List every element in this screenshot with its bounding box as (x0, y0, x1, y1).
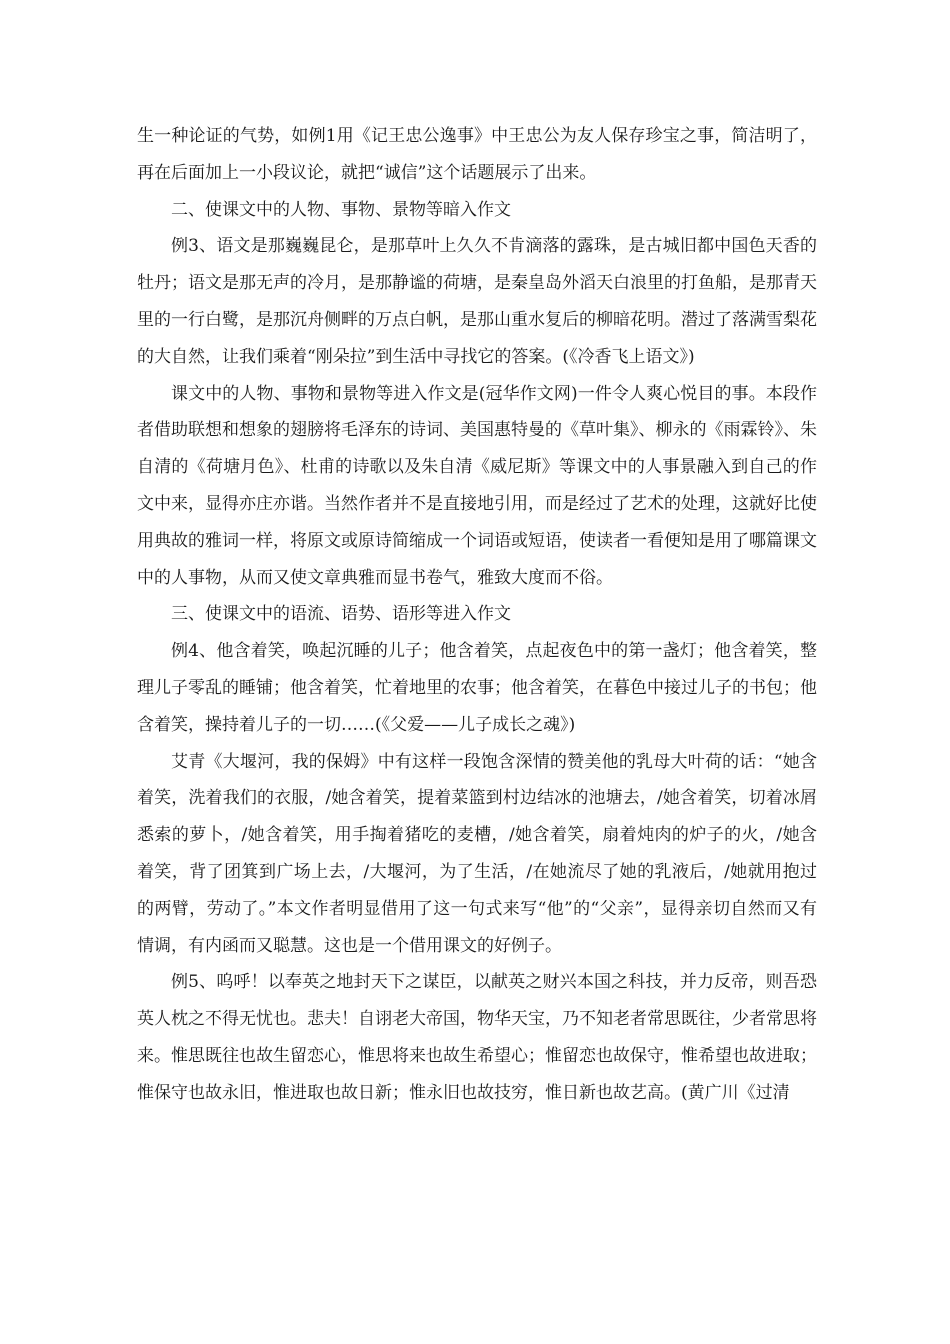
example-3-paragraph: 例3、语文是那巍巍昆仑，是那草叶上久久不肯滴落的露珠，是古城旧都中国色天香的牡丹；语文是那无声的冷月，是那静谧的荷塘，是秦皇岛外滔天白浪里的打鱼船，是那青天里的一行白鹭，是那沉舟侧畔的万点白帆，是那山重水复后的柳暗花明。潜过了落满雪梨花的大自然，让我们乘着“刚朵拉”到生活中寻找它的答案。(《冷香飞上语文》) (137, 236, 817, 367)
commentary-3-paragraph: 课文中的人物、事物和景物等进入作文是(冠华作文网)一件令人爽心悦目的事。本段作者借助联想和想象的翅膀将毛泽东的诗词、美国惠特曼的《草叶集》、柳永的《雨霖铃》、朱自清的《荷塘月色》、杜甫的诗歌以及朱自清《威尼斯》等课文中的人事景融入到自己的作文中来，显得亦庄亦谐。当然作者并不是直接地引用，而是经过了艺术的处理，这就好比使用典故的雅词一样，将原文或原诗简缩成一个词语或短语，使读者一看便知是用了哪篇课文中的人事物，从而又使文章典雅而显书卷气，雅致大度而不俗。 (137, 383, 817, 588)
section-heading-3: 三、使课文中的语流、语势、语形等进入作文 (171, 604, 511, 625)
section-heading-2: 二、使课文中的人物、事物、景物等暗入作文 (171, 199, 511, 220)
paragraph-continued: 生一种论证的气势，如例1用《记王忠公逸事》中王忠公为友人保存珍宝之事，简洁明了，再在后面加上一小段议论，就把“诚信”这个话题展示了出来。 (137, 126, 817, 183)
example-4-paragraph: 例4、他含着笑，唤起沉睡的儿子；他含着笑，点起夜色中的第一盏灯；他含着笑，整理儿子零乱的睡铺；他含着笑，忙着地里的农事；他含着笑，在暮色中接过儿子的书包；他含着笑，操持着儿子的一切……(《父爱——儿子成长之魂》) (137, 641, 817, 735)
example-5-paragraph: 例5、呜呼！以奉英之地封天下之谋臣，以献英之财兴本国之科技，并力反帝，则吾恐英人枕之不得无忧也。悲夫！自诩老大帝国，物华天宝，乃不知老者常思既往，少者常思将来。惟思既往也故生留恋心，惟思将来也故生希望心；惟留恋也故保守，惟希望也故进取；惟保守也故永旧，惟进取也故日新；惟永旧也故技穷，惟日新也故艺高。(黄广川《过清 (137, 972, 817, 1103)
document-body (137, 118, 817, 1112)
commentary-4-paragraph: 艾青《大堰河，我的保姆》中有这样一段饱含深情的赞美他的乳母大叶荷的话：“她含着笑，洗着我们的衣服，/她含着笑，提着菜篮到村边结冰的池塘去，/她含着笑，切着冰屑悉索的萝卜，/她含着笑，用手掏着猪吃的麦槽，/她含着笑，扇着炖肉的炉子的火，/她含着笑，背了团箕到广场上去，/大堰河，为了生活，/在她流尽了她的乳液后，/她就用抱过的两臂，劳动了。”本文作者明显借用了这一句式来写“他”的“父亲”，显得亲切自然而又有情调，有内函而又聪慧。这也是一个借用课文的好例子。 (137, 751, 817, 956)
